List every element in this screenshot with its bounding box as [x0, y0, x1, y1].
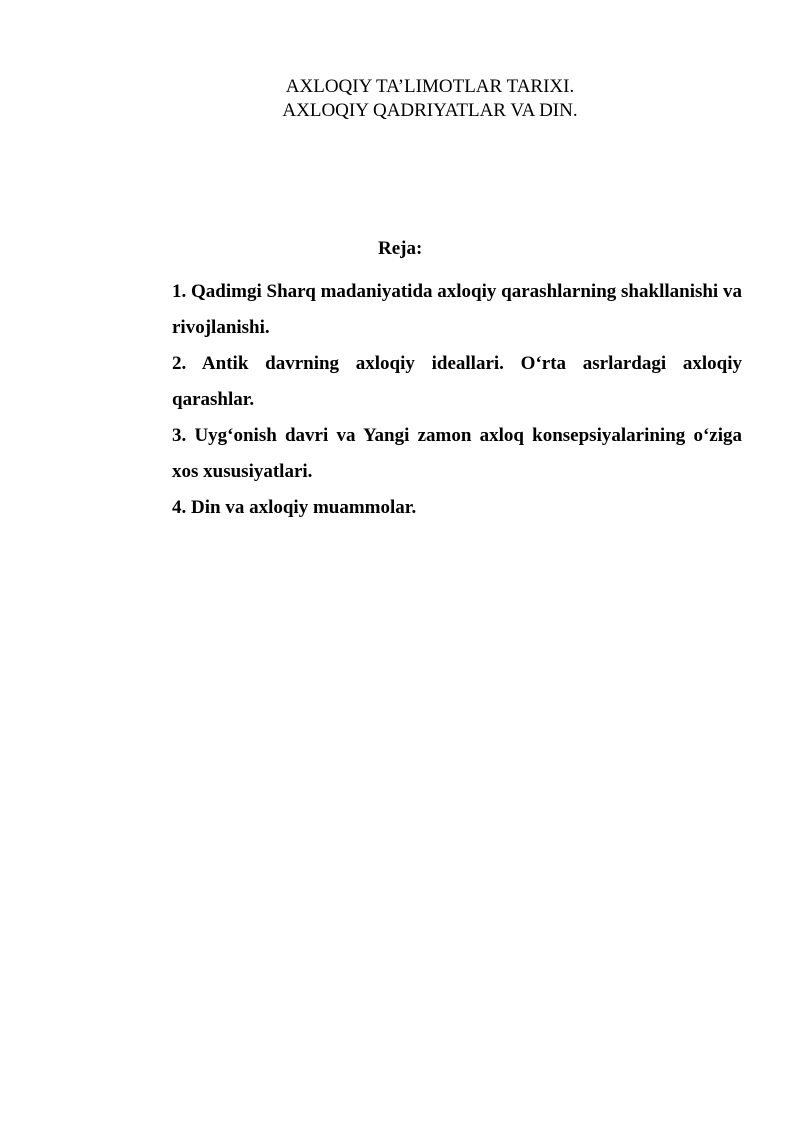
plan-item: 1. Qadimgi Sharq madaniyatida axloqiy qarashlarning shakllanishi va rivojlanishi. [172, 281, 742, 338]
title-line-1: AXLOQIY TA’LIMOTLAR TARIXI. [285, 76, 575, 97]
document-title [0, 75, 800, 123]
title-line-2: AXLOQIY QADRIYATLAR VA DIN. [282, 100, 578, 121]
plan-item: 2. Antik davrning axloqiy ideallari. O‘rta asrlardagi axloqiy qarashlar. [172, 353, 742, 410]
plan-item: 3. Uyg‘onish davri va Yangi zamon axloq konsepsiyalarining o‘ziga xos xususiyatlari. [172, 425, 742, 482]
plan-heading: Reja: [378, 238, 423, 259]
plan-item: 4. Din va axloqiy muammolar. [172, 497, 417, 518]
plan-list [172, 274, 742, 526]
